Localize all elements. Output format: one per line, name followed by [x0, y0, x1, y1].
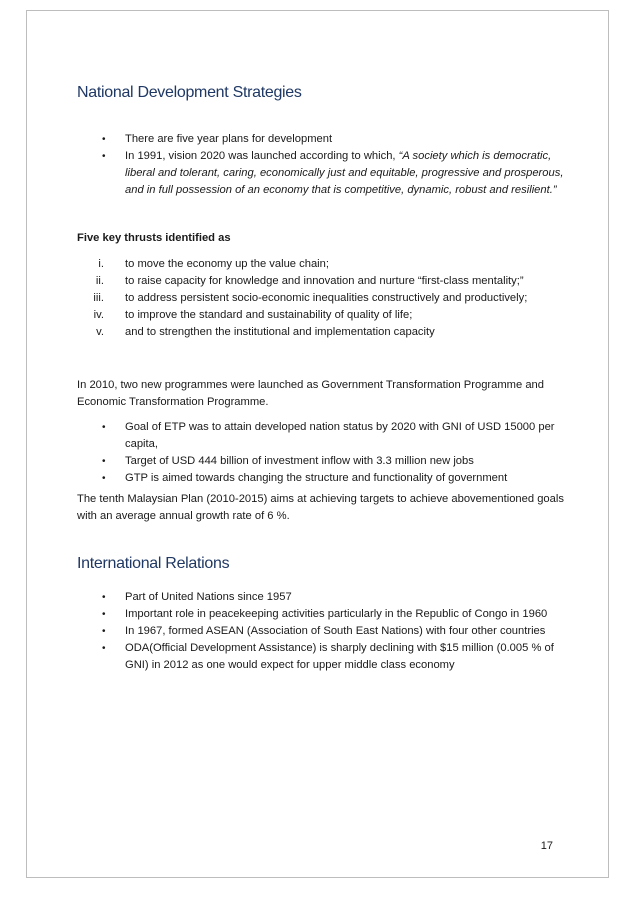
bullet-icon: • [102, 134, 106, 145]
list-item: iv. to improve the standard and sustainability of quality of life; [93, 309, 413, 321]
bullet-icon: • [102, 592, 106, 603]
page-number: 17 [540, 840, 553, 852]
bullet-icon: • [102, 456, 106, 467]
thrusts-heading: Five key thrusts identified as [77, 232, 231, 244]
list-item: ii. to raise capacity for knowledge and innovation and nurture “first-class mentality;” [95, 275, 524, 287]
list-item: • Target of USD 444 billion of investment inflow with 3.3 million new jobs [77, 453, 572, 470]
bullet-icon: • [102, 151, 106, 162]
programmes-bullets [77, 419, 572, 487]
list-item: • Important role in peacekeeping activities particularly in the Republic of Congo in 1960 [77, 606, 572, 623]
list-item: v. and to strengthen the institutional and implementation capacity [96, 326, 435, 338]
relations-bullets [77, 589, 572, 674]
document-page [26, 10, 609, 878]
thrusts-list [77, 256, 572, 341]
list-item: • In 1991, vision 2020 was launched according to which, “A society which is democratic, liberal and tolerant, caring, economically just and equitable, progressive and prosperous, and in full possession of an economy that is competitive, dynamic, robust and resilient.” [102, 150, 564, 196]
bullet-icon: • [102, 473, 106, 484]
malaysian-plan-paragraph: The tenth Malaysian Plan (2010-2015) aims at achieving targets to achieve abovementioned goals with an average annual growth rate of 6 %. [77, 493, 564, 522]
bullet-icon: • [102, 422, 106, 433]
list-item: • ODA(Official Development Assistance) is sharply declining with $15 million (0.005 % of GNI) in 2012 as one would expect for upper middle class economy [102, 642, 554, 671]
list-item: • In 1967, formed ASEAN (Association of South East Nations) with four other countries [77, 623, 572, 640]
list-item: • Part of United Nations since 1957 [77, 589, 572, 606]
section-title-international-relations: International Relations [77, 555, 230, 572]
section-title-national-development: National Development Strategies [77, 84, 302, 101]
list-item: • There are five year plans for development [77, 131, 572, 148]
programmes-intro: In 2010, two new programmes were launched as Government Transformation Programme and Economic Transformation Programme. [77, 379, 544, 408]
bullet-icon: • [102, 643, 106, 654]
page-content [77, 83, 572, 674]
list-item: i. to move the economy up the value chain; [98, 258, 329, 270]
development-bullets [77, 131, 572, 199]
bullet-icon: • [102, 609, 106, 620]
list-item: • Goal of ETP was to attain developed nation status by 2020 with GNI of USD 15000 per capita, [102, 421, 555, 450]
list-item: • GTP is aimed towards changing the structure and functionality of government [77, 470, 572, 487]
list-item: iii. to address persistent socio-economic inequalities constructively and productively; [93, 292, 528, 304]
vision-quote: “A society which is democratic, liberal and tolerant, caring, economically just and equitable, progressive and prosperous, and in full possession of an economy that is competitive, dynamic, robust and resilient.” [125, 150, 564, 196]
bullet-icon: • [102, 626, 106, 637]
